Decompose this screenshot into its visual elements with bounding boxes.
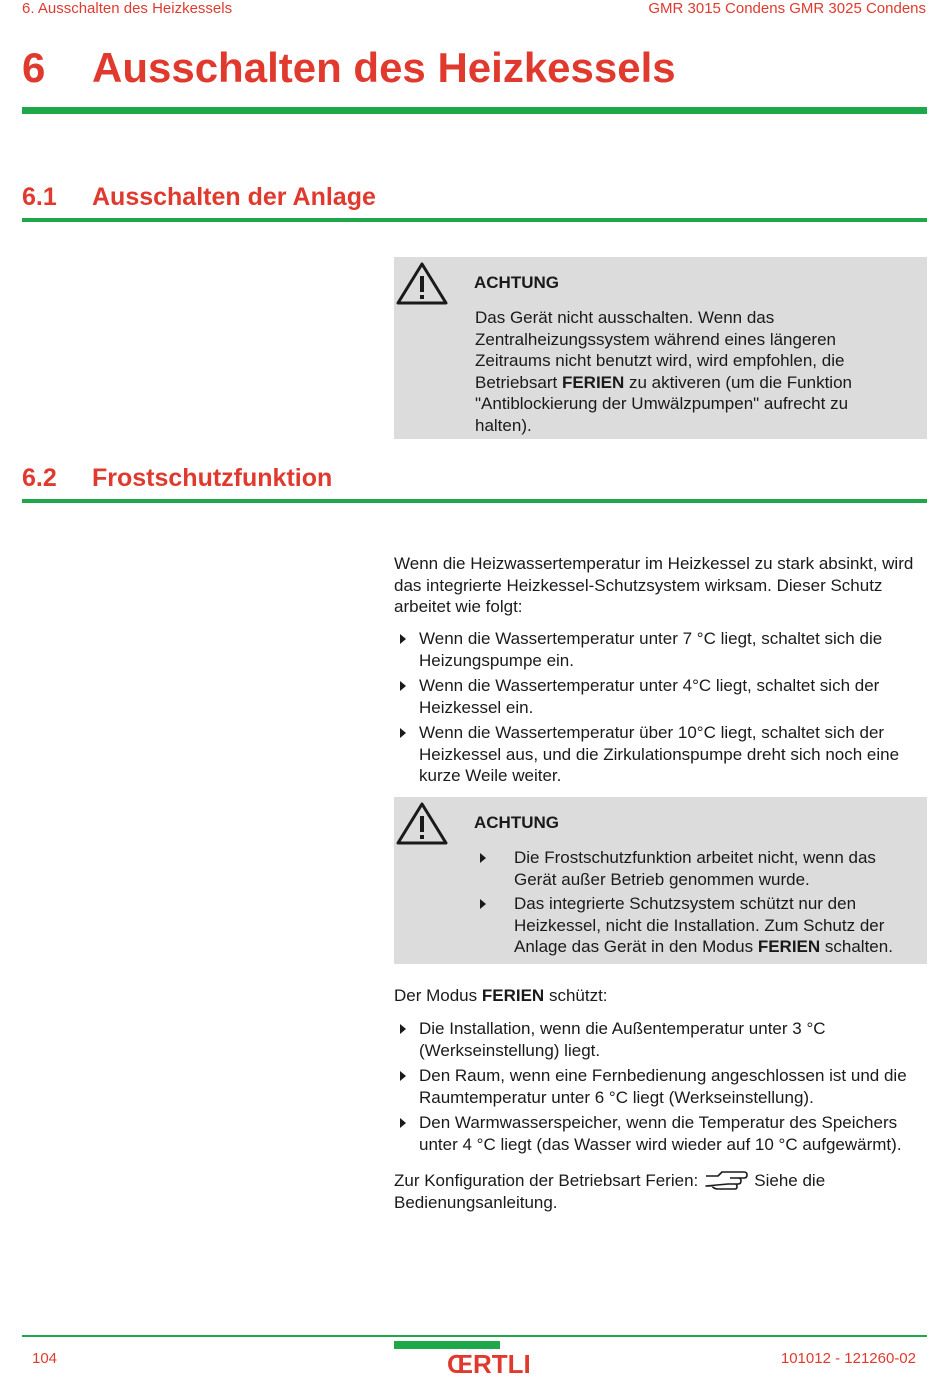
list-item xyxy=(474,893,904,958)
chapter-rule xyxy=(22,107,927,114)
footer-rule xyxy=(22,1335,927,1337)
list-item-text: Die Frostschutzfunktion arbeitet nicht, wenn das Gerät außer Betrieb genommen wurde. xyxy=(514,848,876,889)
bullet-triangle-icon xyxy=(400,1024,406,1034)
bullet-triangle-icon xyxy=(400,728,406,738)
list-item xyxy=(394,722,934,787)
bullet-triangle-icon xyxy=(400,634,406,644)
section-rule xyxy=(22,499,927,503)
notice-text-part: zu aktiveren (um die Funktion "Antiblockierung der Umwälzpumpen" aufrecht zu halten). xyxy=(475,372,852,435)
running-header-models: GMR 3015 Condens GMR 3025 Condens xyxy=(648,0,926,17)
mode-bullet-list xyxy=(394,1018,934,1159)
warning-notice xyxy=(394,257,927,439)
mode-intro xyxy=(394,985,934,1007)
notice-bullet-list xyxy=(474,847,904,961)
list-item xyxy=(394,1112,934,1155)
list-item xyxy=(474,847,904,890)
list-item xyxy=(394,628,934,671)
chapter-heading xyxy=(22,44,676,92)
bullet-triangle-icon xyxy=(480,853,486,863)
section-title: Frostschutzfunktion xyxy=(92,464,333,492)
list-item-text: Den Warmwasserspeicher, wenn die Temperatur des Speichers unter 4 °C liegt (das Wasser wird wieder auf 10 °C aufgewärmt). xyxy=(419,1113,902,1154)
list-item-text: Die Installation, wenn die Außentemperatur unter 3 °C (Werkseinstellung) liegt. xyxy=(419,1019,826,1060)
list-item-text: Wenn die Wassertemperatur unter 7 °C liegt, schaltet sich die Heizungspumpe ein. xyxy=(419,629,883,670)
oertli-logo: ŒRTLI xyxy=(447,1349,531,1379)
warning-triangle-icon xyxy=(396,801,448,845)
section-heading-6-2 xyxy=(22,464,332,493)
list-item-bold: FERIEN xyxy=(757,937,821,956)
section-heading-6-1 xyxy=(22,183,376,212)
config-text: Zur Konfiguration der Betriebsart Ferien: xyxy=(394,1171,699,1190)
section-rule xyxy=(22,218,927,222)
frost-bullet-list xyxy=(394,628,934,791)
warning-triangle-icon xyxy=(396,261,448,305)
list-item xyxy=(394,1065,934,1108)
notice-text xyxy=(475,307,905,436)
notice-title: ACHTUNG xyxy=(474,813,559,832)
bullet-triangle-icon xyxy=(400,1071,406,1081)
chapter-title: Ausschalten des Heizkessels xyxy=(92,44,676,91)
list-item-text: Wenn die Wassertemperatur über 10°C liegt, schaltet sich der Heizkessel aus, und die Zirkulationspumpe dreht sich noch eine kurze Weile weiter. xyxy=(419,723,900,785)
bullet-triangle-icon xyxy=(400,1118,406,1128)
list-item xyxy=(394,1018,934,1061)
config-paragraph xyxy=(394,1168,934,1214)
page-number: 104 xyxy=(32,1350,58,1367)
pointing-hand-icon xyxy=(704,1168,748,1192)
config-text: Siehe die Bedienungsanleitung. xyxy=(394,1171,826,1212)
notice-text-bold: FERIEN xyxy=(561,372,625,392)
section-number: 6.2 xyxy=(22,464,57,492)
bullet-triangle-icon xyxy=(400,681,406,691)
intro-paragraph: Wenn die Heizwassertemperatur im Heizkessel zu stark absinkt, wird das integrierte Heizkessel-Schutzsystem wirksam. Dieser Schutz arbeitet wie folgt: xyxy=(394,554,914,616)
list-item-text: Den Raum, wenn eine Fernbedienung angeschlossen ist und die Raumtemperatur unter 6 °C liegt (Werkseinstellung). xyxy=(419,1066,907,1107)
list-item xyxy=(394,675,934,718)
list-item-text: Das integrierte Schutzsystem schützt nur den Heizkessel, nicht die Installation. Zum Schutz der Anlage das Gerät in den Modus xyxy=(514,894,885,956)
list-item-text: schalten. xyxy=(820,937,893,956)
mode-intro-bold: FERIEN xyxy=(481,986,545,1005)
running-header-section: 6. Ausschalten des Heizkessels xyxy=(22,0,233,17)
footer-logo-bar xyxy=(394,1341,500,1349)
section-title: Ausschalten der Anlage xyxy=(92,183,376,211)
document-number: 101012 - 121260-02 xyxy=(780,1350,916,1367)
chapter-number: 6 xyxy=(22,44,46,91)
bullet-triangle-icon xyxy=(480,899,486,909)
mode-intro-part: schützt: xyxy=(544,986,608,1005)
warning-notice xyxy=(394,797,927,964)
notice-text-part: Das Gerät nicht ausschalten. Wenn das Zentralheizungssystem während eines längeren Zeitraums nicht benutzt wird, wird empfohlen, die Betriebsart xyxy=(475,308,845,392)
mode-intro-part: Der Modus xyxy=(394,986,482,1005)
section-number: 6.1 xyxy=(22,183,57,211)
notice-title: ACHTUNG xyxy=(474,273,559,292)
list-item-text: Wenn die Wassertemperatur unter 4°C liegt, schaltet sich der Heizkessel ein. xyxy=(419,676,880,717)
